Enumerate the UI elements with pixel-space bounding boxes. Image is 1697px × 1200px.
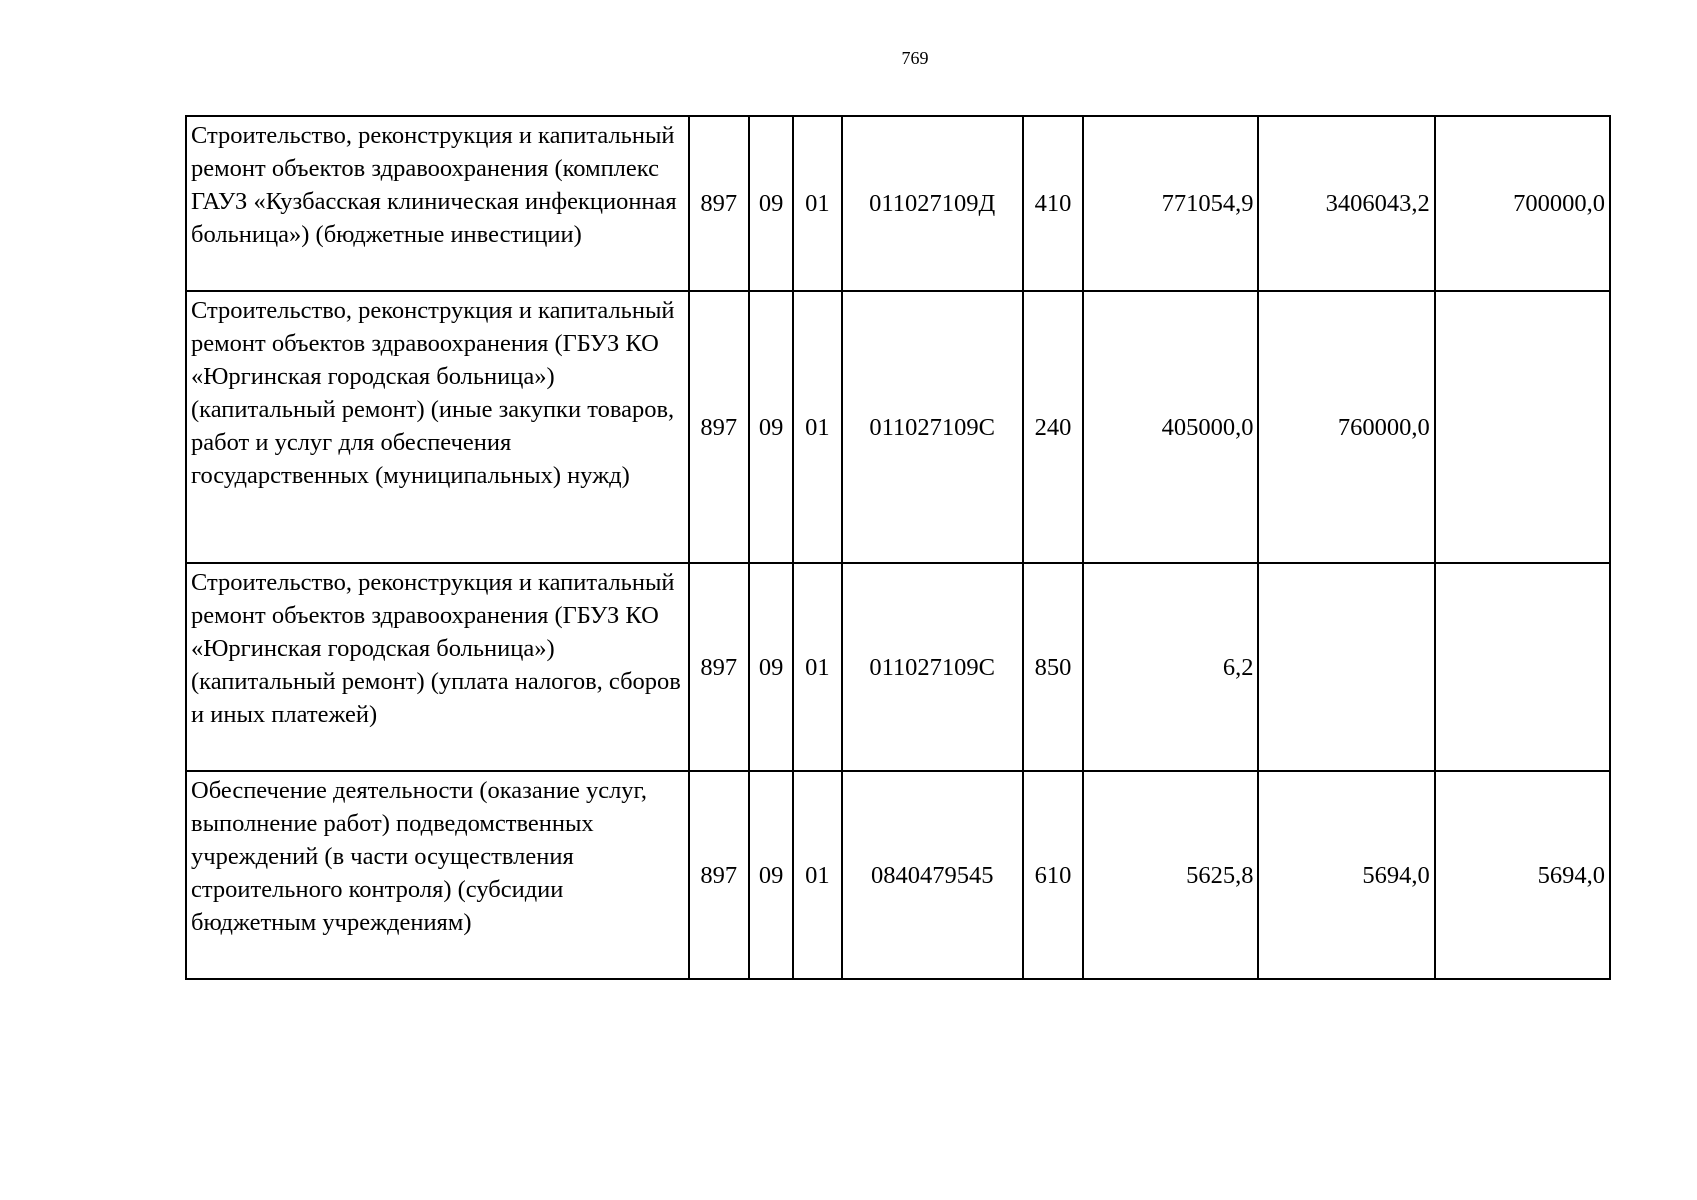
ministry-code: 897	[689, 116, 749, 291]
subsection-code: 01	[793, 116, 841, 291]
budget-table	[185, 115, 1611, 980]
amount-year-3	[1435, 563, 1610, 771]
amount-year-1: 405000,0	[1083, 291, 1258, 563]
subsection-code: 01	[793, 291, 841, 563]
section-code: 09	[749, 563, 793, 771]
amount-year-1: 5625,8	[1083, 771, 1258, 979]
target-article-code: 011027109Д	[842, 116, 1023, 291]
ministry-code: 897	[689, 563, 749, 771]
row-description: Строительство, реконструкция и капитальный ремонт объектов здравоохранения (ГБУЗ КО «Юргинская городская больница») (капитальный ремонт) (иные закупки товаров, работ и услуг для обеспечения государственных (муниципальных) нужд)	[186, 291, 689, 563]
expense-type-code: 240	[1023, 291, 1083, 563]
target-article-code: 0840479545	[842, 771, 1023, 979]
table-row	[186, 771, 1610, 979]
section-code: 09	[749, 291, 793, 563]
subsection-code: 01	[793, 771, 841, 979]
amount-year-2: 760000,0	[1258, 291, 1434, 563]
amount-year-1: 771054,9	[1083, 116, 1258, 291]
expense-type-code: 410	[1023, 116, 1083, 291]
table-row	[186, 116, 1610, 291]
amount-year-2: 3406043,2	[1258, 116, 1434, 291]
amount-year-2	[1258, 563, 1434, 771]
target-article-code: 011027109С	[842, 291, 1023, 563]
table-row	[186, 563, 1610, 771]
subsection-code: 01	[793, 563, 841, 771]
target-article-code: 011027109С	[842, 563, 1023, 771]
row-description: Строительство, реконструкция и капитальный ремонт объектов здравоохранения (ГБУЗ КО «Юргинская городская больница») (капитальный ремонт) (уплата налогов, сборов и иных платежей)	[186, 563, 689, 771]
amount-year-3: 5694,0	[1435, 771, 1610, 979]
section-code: 09	[749, 771, 793, 979]
ministry-code: 897	[689, 291, 749, 563]
ministry-code: 897	[689, 771, 749, 979]
amount-year-3: 700000,0	[1435, 116, 1610, 291]
expense-type-code: 610	[1023, 771, 1083, 979]
table-row	[186, 291, 1610, 563]
amount-year-2: 5694,0	[1258, 771, 1434, 979]
row-description: Строительство, реконструкция и капитальный ремонт объектов здравоохранения (комплекс ГАУЗ «Кузбасская клиническая инфекционная больница») (бюджетные инвестиции)	[186, 116, 689, 291]
page-number: 769	[901, 48, 929, 68]
row-description: Обеспечение деятельности (оказание услуг, выполнение работ) подведомственных учреждений (в части осуществления строительного контроля) (субсидии бюджетным учреждениям)	[186, 771, 689, 979]
expense-type-code: 850	[1023, 563, 1083, 771]
amount-year-1: 6,2	[1083, 563, 1258, 771]
section-code: 09	[749, 116, 793, 291]
amount-year-3	[1435, 291, 1610, 563]
